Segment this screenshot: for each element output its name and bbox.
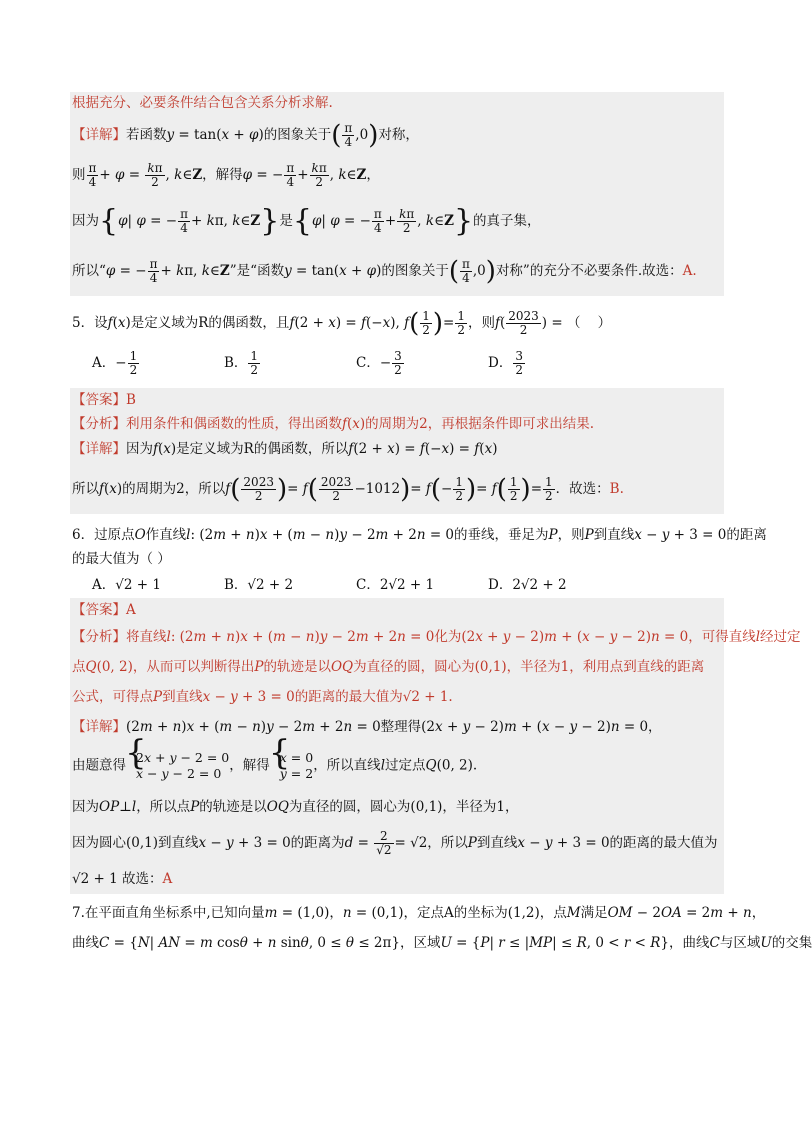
q6-analysis-2: 点Q(0, 2)，从而可以判断得出P的轨迹是以OQ为直径的圆，圆心为(0,1)，半径为1，利用点到直线的距离 (72, 659, 705, 675)
q6-option-a: A．√2 + 1 (92, 577, 161, 593)
q6-analysis-1: 【分析】将直线l: (2m + n)x + (m − n)y − 2m + 2n = 0化为(2x + y − 2)m + (x − y − 2)n = 0，可得直线l经过定 (72, 629, 801, 645)
q7-stem-1: 7.在平面直角坐标系中,已知向量m = (1,0)，n = (0,1)，定点A的坐标为(1,2)，点M满足OM − 2OA = 2m + n， (72, 905, 766, 921)
q7-stem-2: 曲线C = {N| AN = m cosθ + n sinθ, 0 ≤ θ ≤ 2π}，区域U = {P| r ≤ |MP| ≤ R, 0 < r < R}，曲线C与区域U的交集 (72, 935, 812, 951)
question-5 (70, 296, 724, 514)
q4-detail-1: 【详解】若函数y = tan(x + φ)的图象关于( $\frac{\pi}{4}$ ,0)对称， (72, 120, 419, 151)
q6-option-d: D．2√2 + 2 (488, 577, 567, 593)
q6-stem-2: 的最大值为（ ） (72, 551, 171, 567)
q5-options (70, 340, 724, 388)
q6-detail-1: 【详解】(2m + n)x + (m − n)y − 2m + 2n = 0整理得(2x + y − 2)m + (x − y − 2)n = 0， (72, 719, 662, 735)
q6-option-c: C．2√2 + 1 (356, 577, 435, 593)
q6-detail-4: 因为圆心(0,1)到直线x − y + 3 = 0的距离为d = $\frac{2}{√2}$ = √2，所以P到直线x − y + 3 = 0的距离的最大值为 (72, 829, 718, 857)
q5-option-b: B． $\frac{1}{2}$ (224, 349, 259, 377)
q6-stem-1: 6．过原点O作直线l: (2m + n)x + (m − n)y − 2m + 2n = 0的垂线，垂足为P，则P到直线x − y + 3 = 0的距离 (72, 527, 767, 543)
q5-detail-1: 【详解】因为f(x)是定义域为R的偶函数，所以f(2 + x) = f(−x) = f(x) (72, 441, 498, 457)
q5-answer: 【答案】B (72, 392, 136, 408)
q4-detail-2: 则 $\frac{\pi}{4}$ + φ = $\frac{k\pi}{2}$ , k∈Z，解得φ = − $\frac{\pi}{4}$ + $\frac{k\pi}{2}$ , k∈Z， (72, 161, 380, 189)
q5-analysis: 【分析】利用条件和偶函数的性质，得出函数f(x)的周期为2，再根据条件即可求出结果. (72, 416, 595, 432)
q5-solution (70, 388, 724, 514)
q6-detail-5: √2 + 1 故选：A (72, 871, 173, 887)
q5-stem: 5．设f(x)是定义域为R的偶函数，且f(2 + x) = f(−x), f( $\frac{1}{2}$ )= $\frac{1}{2}$ ，则f( $\frac{2023}{2}$ ) = （ ） (72, 308, 612, 339)
q4-intro: 根据充分、必要条件结合包含关系分析求解. (72, 95, 333, 111)
question-6 (70, 514, 801, 894)
q6-detail-2: 由题意得 { 2x + y − 2 = 0 x − y − 2 = 0 ，解得 { x = 0 y = 2 ，所以直线l过定点Q(0, 2). (70, 742, 724, 788)
q5-option-d: D． $\frac{3}{2}$ (488, 349, 523, 377)
q6-option-b: B．√2 + 2 (224, 577, 294, 593)
q4-detail-3: 因为{φ| φ = − $\frac{\pi}{4}$ + kπ, k∈Z}是{φ| φ = − $\frac{\pi}{4}$ + $\frac{k\pi}{2}$ , k∈Z}的真子集， (72, 203, 541, 239)
page-content (70, 92, 812, 958)
q6-options (70, 568, 724, 598)
q5-detail-2: 所以f(x)的周期为2，所以f( $\frac{2023}{2}$ )= f( $\frac{2023}{2}$ −1012)= f(− $\frac{1}{2}$ )= f( $\frac{1}{2}$ )= $\frac{1}{2}$ ．故选：B. (72, 474, 624, 505)
q6-detail-3: 因为OP⊥l，所以点P的轨迹是以OQ为直径的圆，圆心为(0,1)，半径为1， (72, 799, 519, 815)
q5-option-a: A．− $\frac{1}{2}$ (92, 349, 138, 377)
q4-detail-4: 所以“φ = − $\frac{\pi}{4}$ + kπ, k∈Z”是“函数y = tan(x + φ)的图象关于( $\frac{\pi}{4}$ ,0)对称”的充分不必要条件.故选：A. (72, 256, 697, 287)
q6-solution (70, 598, 801, 894)
q4-solution (70, 92, 724, 296)
q5-option-c: C．− $\frac{3}{2}$ (356, 349, 402, 377)
detail-tag: 【详解】 (72, 127, 126, 143)
q6-analysis-3: 公式，可得点P到直线x − y + 3 = 0的距离的最大值为√2 + 1. (72, 689, 453, 705)
q6-answer: 【答案】A (72, 602, 136, 618)
question-7 (70, 894, 812, 958)
